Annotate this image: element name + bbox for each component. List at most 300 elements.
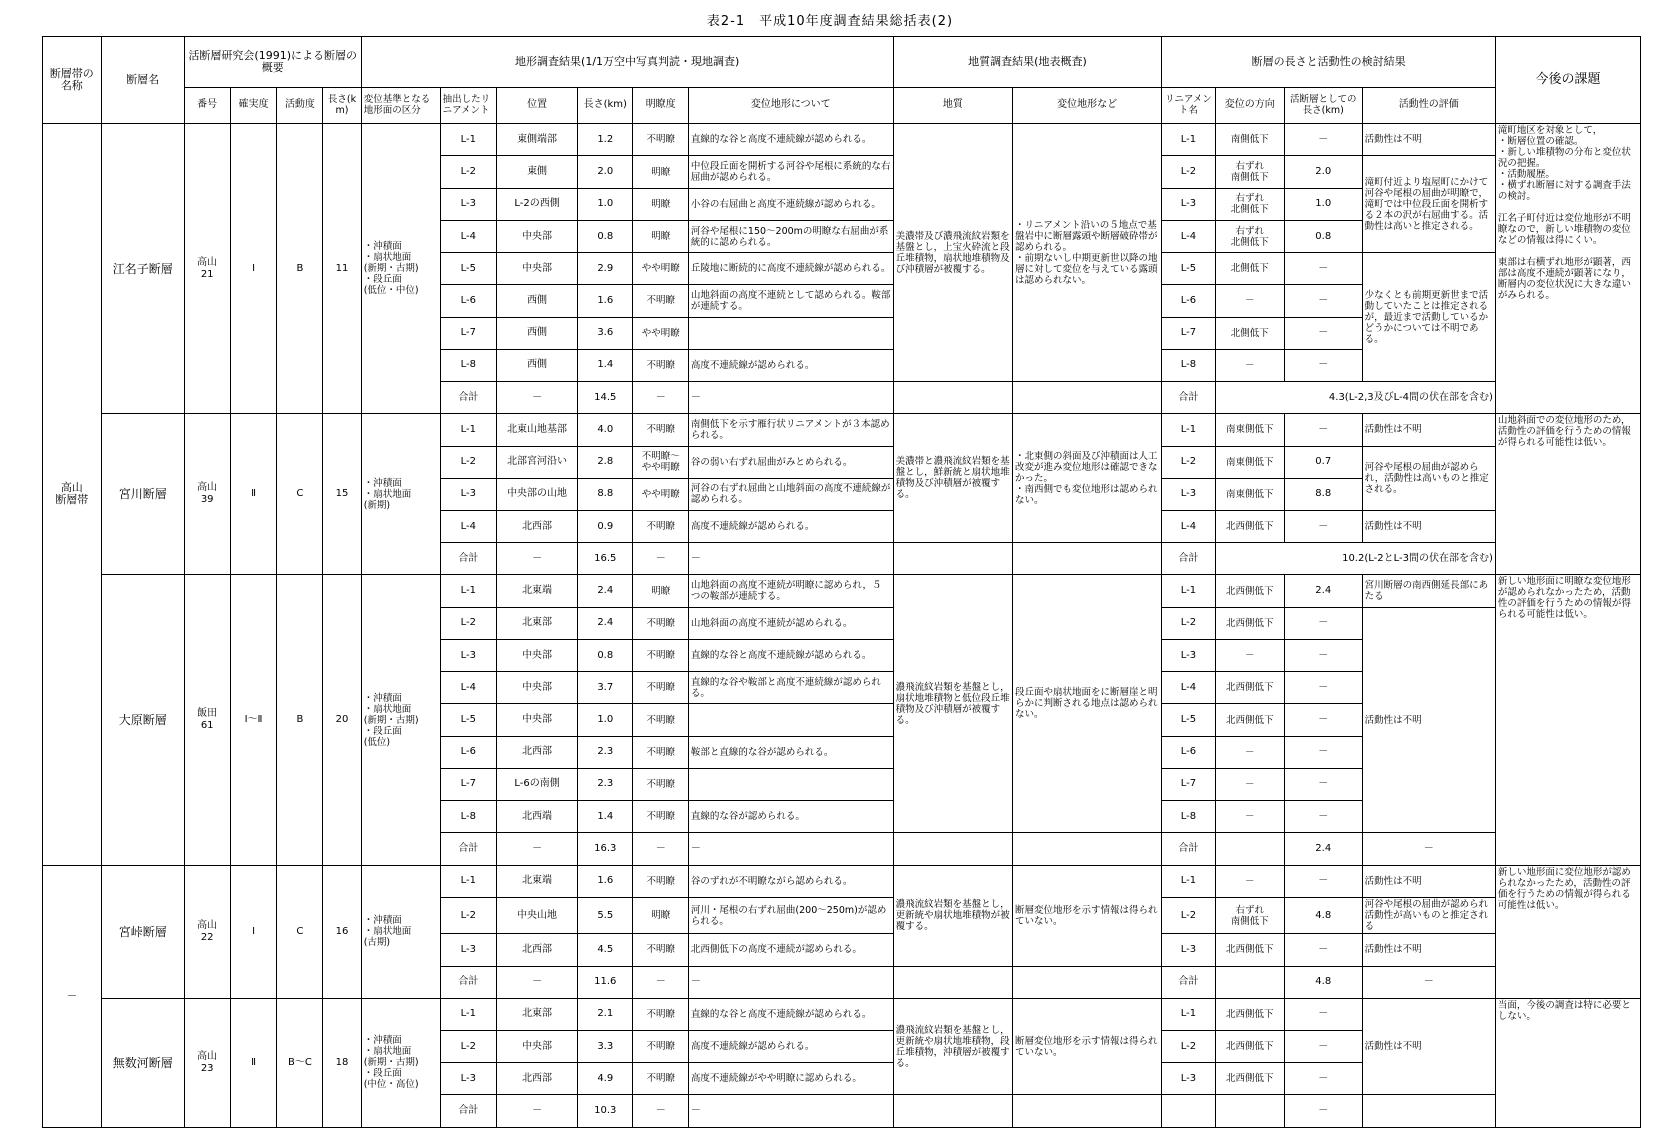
total-position: － bbox=[497, 1095, 578, 1128]
lineament-length: 2.8 bbox=[578, 446, 633, 478]
header-clarity: 明瞭度 bbox=[633, 87, 688, 124]
total-length: 11.6 bbox=[578, 966, 633, 998]
eval-fault-length: － bbox=[1284, 124, 1362, 156]
eval-lineament-name: L-5 bbox=[1162, 253, 1215, 285]
lineament-description: 直線的な谷と高度不連続線が認められる。 bbox=[688, 998, 893, 1030]
eval-fault-length: 0.8 bbox=[1284, 220, 1362, 252]
lineament-position: 北部宮河沿い bbox=[497, 446, 578, 478]
eval-fault-length: 2.4 bbox=[1284, 575, 1362, 607]
fault-certainty: Ⅱ bbox=[230, 998, 277, 1127]
eval-fault-length: 0.7 bbox=[1284, 446, 1362, 478]
eval-fault-length: － bbox=[1284, 998, 1362, 1030]
lineament-description: 河谷の右ずれ屈曲と山地斜面の高度不連続線が認められる。 bbox=[688, 478, 893, 510]
lineament-clarity: 不明瞭 bbox=[633, 704, 688, 736]
future-issues: 滝町地区を対象として， ・断層位置の確認。 ・新しい堆積物の分布と変位状況の把握。 ・活動履歴。 ・横ずれ断層に対する調査手法の検討。 江名子町付近は変位地形が不明瞭なので，新しい堆積物の変位などの情報は得にくい。 東部は右横ずれ地形が顕著，西部は高度不連続が顕著になり，断層内の変位状況に大きな違いがみられる。 bbox=[1495, 124, 1640, 414]
total-displacement-topography bbox=[1013, 382, 1162, 414]
eval-direction: － bbox=[1215, 639, 1284, 671]
eval-lineament-name: L-3 bbox=[1162, 478, 1215, 510]
total-length: 14.5 bbox=[578, 382, 633, 414]
header-length: 長さ(km) bbox=[323, 87, 361, 124]
lineament-position: 中央部 bbox=[497, 704, 578, 736]
lineament-description: 中位段丘面を開析する河谷や尾根に系統的な右屈曲が認められる。 bbox=[688, 156, 893, 188]
fault-activity: C bbox=[277, 414, 323, 575]
total-description: － bbox=[688, 833, 893, 865]
lineament-id: L-4 bbox=[440, 220, 496, 252]
lineament-length: 1.0 bbox=[578, 704, 633, 736]
activity-evaluation: 滝町付近より塩屋町にかけて河谷や尾根の屈曲が明瞭で，滝町では中位段丘面を開析する２本の沢が右屈曲する。活動性は高いと推定される。 bbox=[1362, 156, 1495, 253]
lineament-clarity: 明瞭 bbox=[633, 188, 688, 220]
lineament-clarity: 不明瞭 bbox=[633, 1063, 688, 1095]
lineament-id: L-3 bbox=[440, 639, 496, 671]
eval-lineament-name: L-1 bbox=[1162, 865, 1215, 897]
lineament-id: L-5 bbox=[440, 253, 496, 285]
fault-geology: 濃飛流紋岩類を基盤とし，更新統や扇状地堆積物が被覆する。 bbox=[893, 865, 1012, 966]
lineament-clarity: 不明瞭 bbox=[633, 511, 688, 543]
table-row bbox=[43, 575, 1641, 607]
total-geology bbox=[893, 833, 1012, 865]
total-lineament-label: 合計 bbox=[1162, 382, 1215, 414]
lineament-description: 直線的な谷や鞍部と高度不連続線が認められる。 bbox=[688, 672, 893, 704]
total-description: － bbox=[688, 543, 893, 575]
lineament-description: 直線的な谷が認められる。 bbox=[688, 801, 893, 833]
eval-lineament-name: L-1 bbox=[1162, 414, 1215, 446]
header-future: 今後の課題 bbox=[1495, 37, 1640, 124]
lineament-length: 1.4 bbox=[578, 801, 633, 833]
lineament-clarity: 明瞭 bbox=[633, 575, 688, 607]
lineament-description: 小谷の右屈曲と高度不連続線が認められる。 bbox=[688, 188, 893, 220]
eval-direction: 北西側低下 bbox=[1215, 607, 1284, 639]
lineament-length: 2.0 bbox=[578, 156, 633, 188]
fault-geology: 濃飛流紋岩類を基盤とし，更新統や扇状地堆積物，段丘堆積物，沖積層が被覆する。 bbox=[893, 998, 1012, 1095]
header-fault-len: 活断層としての長さ(km) bbox=[1284, 87, 1362, 124]
eval-fault-length: － bbox=[1284, 639, 1362, 671]
lineament-id: L-1 bbox=[440, 865, 496, 897]
lineament-description: 河川・尾根の右ずれ屈曲(200～250m)が認められる。 bbox=[688, 897, 893, 934]
fault-geology: 美濃帯と濃飛流紋岩類を基盤とし，鮮新統と扇状地堆積物及び沖積層が被覆する。 bbox=[893, 414, 1012, 543]
lineament-id: L-6 bbox=[440, 736, 496, 768]
total-lineament-label: 合計 bbox=[1162, 543, 1215, 575]
header-surface: 変位基準となる地形面の区分 bbox=[361, 87, 440, 124]
total-label: 合計 bbox=[440, 382, 496, 414]
header-zone-name: 断層帯の名称 bbox=[43, 37, 102, 124]
lineament-clarity: 不明瞭 bbox=[633, 865, 688, 897]
lineament-id: L-3 bbox=[440, 478, 496, 510]
eval-fault-length: － bbox=[1284, 349, 1362, 381]
eval-lineament-name: L-8 bbox=[1162, 349, 1215, 381]
fault-activity: C bbox=[277, 865, 323, 998]
lineament-id: L-3 bbox=[440, 188, 496, 220]
fault-displacement-topography: 断層変位地形を示す情報は得られていない。 bbox=[1013, 865, 1162, 966]
lineament-length: 4.9 bbox=[578, 1063, 633, 1095]
lineament-id: L-8 bbox=[440, 349, 496, 381]
lineament-length: 4.0 bbox=[578, 414, 633, 446]
activity-evaluation: 活動性は不明 bbox=[1362, 934, 1495, 966]
total-lineament-label: 合計 bbox=[1162, 966, 1215, 998]
lineament-position: L-6の南側 bbox=[497, 768, 578, 800]
eval-fault-length: － bbox=[1284, 607, 1362, 639]
lineament-description bbox=[688, 704, 893, 736]
fault-geology: 美濃帯及び濃飛流紋岩類を基盤とし，上宝火砕流と段丘堆積物，扇状地堆積物及び沖積層が被覆する。 bbox=[893, 124, 1012, 382]
fault-displacement-topography: 段丘面や扇状地面をに断層崖と明らかに判断される地点は認められない。 bbox=[1013, 575, 1162, 833]
total-position: － bbox=[497, 833, 578, 865]
eval-direction: 北西側低下 bbox=[1215, 672, 1284, 704]
lineament-length: 1.2 bbox=[578, 124, 633, 156]
eval-lineament-name: L-3 bbox=[1162, 188, 1215, 220]
eval-lineament-name: L-1 bbox=[1162, 575, 1215, 607]
eval-lineament-name: L-8 bbox=[1162, 801, 1215, 833]
fault-length: 11 bbox=[323, 124, 361, 414]
lineament-id: L-2 bbox=[440, 897, 496, 934]
lineament-position: 西側 bbox=[497, 285, 578, 317]
eval-fault-length: 8.8 bbox=[1284, 478, 1362, 510]
lineament-description: 谷のずれが不明瞭ながら認められる。 bbox=[688, 865, 893, 897]
total-displacement-topography bbox=[1013, 1095, 1162, 1128]
total-displacement-topography bbox=[1013, 833, 1162, 865]
lineament-id: L-2 bbox=[440, 1031, 496, 1063]
header-certainty: 確実度 bbox=[230, 87, 277, 124]
eval-lineament-name: L-1 bbox=[1162, 124, 1215, 156]
total-clarity: － bbox=[633, 833, 688, 865]
lineament-clarity: 不明瞭 bbox=[633, 639, 688, 671]
lineament-id: L-1 bbox=[440, 575, 496, 607]
lineament-description: 山地斜面の高度不連続として認められる。鞍部が連続する。 bbox=[688, 285, 893, 317]
activity-evaluation: 活動性は不明 bbox=[1362, 607, 1495, 833]
lineament-position: 西側 bbox=[497, 317, 578, 349]
activity-evaluation: 活動性は不明 bbox=[1362, 998, 1495, 1095]
lineament-length: 3.7 bbox=[578, 672, 633, 704]
header-lineament: 抽出したリニアメント bbox=[440, 87, 496, 124]
eval-fault-length: － bbox=[1284, 736, 1362, 768]
eval-fault-length: － bbox=[1284, 253, 1362, 285]
eval-direction: 南東側低下 bbox=[1215, 414, 1284, 446]
fault-name: 大原断層 bbox=[101, 575, 184, 865]
fault-certainty: Ⅱ bbox=[230, 414, 277, 575]
header-topo-disp: 変位地形について bbox=[688, 87, 893, 124]
table-title: 表2-1 平成10年度調査結果総括表(2) bbox=[706, 14, 954, 29]
activity-evaluation: 河谷や尾根の屈曲が認められ活動性が高いものと推定される bbox=[1362, 897, 1495, 934]
lineament-length: 8.8 bbox=[578, 478, 633, 510]
total-length: 10.3 bbox=[578, 1095, 633, 1128]
total-summary: 4.3(L-2,3及びL-4間の伏在部を含む) bbox=[1215, 382, 1495, 414]
lineament-clarity: 不明瞭 bbox=[633, 607, 688, 639]
header-fault-name: 断層名 bbox=[101, 37, 184, 124]
lineament-id: L-2 bbox=[440, 607, 496, 639]
fault-certainty: Ⅰ bbox=[230, 124, 277, 414]
lineament-clarity: 不明瞭 bbox=[633, 414, 688, 446]
header-geology: 地質 bbox=[893, 87, 1012, 124]
total-lineament-label bbox=[1162, 1095, 1215, 1128]
lineament-length: 2.9 bbox=[578, 253, 633, 285]
eval-direction: 北西側低下 bbox=[1215, 511, 1284, 543]
fault-surface: ・沖積面 ・扇状地面 (新期・古期) ・段丘面 (低位) bbox=[361, 575, 440, 865]
lineament-clarity: 不明瞭 bbox=[633, 801, 688, 833]
eval-lineament-name: L-2 bbox=[1162, 156, 1215, 188]
total-label: 合計 bbox=[440, 543, 496, 575]
lineament-position: 西側 bbox=[497, 349, 578, 381]
activity-evaluation: 活動性は不明 bbox=[1362, 865, 1495, 897]
fault-displacement-topography: ・北東側の斜面及び沖積面は人工改変が進み変位地形は確認できなかった。 ・南西側でも変位地形は認められない。 bbox=[1013, 414, 1162, 543]
eval-fault-length: － bbox=[1284, 414, 1362, 446]
lineament-description: 高度不連続線が認められる。 bbox=[688, 1031, 893, 1063]
lineament-length: 3.6 bbox=[578, 317, 633, 349]
lineament-length: 0.8 bbox=[578, 220, 633, 252]
lineament-clarity: 不明瞭～ やや明瞭 bbox=[633, 446, 688, 478]
eval-lineament-name: L-7 bbox=[1162, 317, 1215, 349]
total-displacement-topography bbox=[1013, 966, 1162, 998]
eval-direction: － bbox=[1215, 768, 1284, 800]
lineament-position: 北東端 bbox=[497, 575, 578, 607]
total-label: 合計 bbox=[440, 1095, 496, 1128]
lineament-length: 2.3 bbox=[578, 768, 633, 800]
eval-fault-length: － bbox=[1284, 865, 1362, 897]
eval-fault-length: － bbox=[1284, 285, 1362, 317]
lineament-id: L-3 bbox=[440, 934, 496, 966]
eval-direction: 右ずれ 南側低下 bbox=[1215, 897, 1284, 934]
lineament-description: 山地斜面の高度不連続が明瞭に認められ，５つの鞍部が連続する。 bbox=[688, 575, 893, 607]
activity-evaluation: 河谷や尾根の屈曲が認められ，活動性は高いものと推定される。 bbox=[1362, 446, 1495, 510]
lineament-position: 北西部 bbox=[497, 934, 578, 966]
zone-name: 高山 断層帯 bbox=[43, 124, 102, 865]
lineament-clarity: 不明瞭 bbox=[633, 1031, 688, 1063]
eval-fault-length: 4.8 bbox=[1284, 897, 1362, 934]
lineament-id: L-4 bbox=[440, 672, 496, 704]
lineament-description: 高度不連続線が認められる。 bbox=[688, 349, 893, 381]
activity-evaluation: 宮川断層の南西側延長部にあたる bbox=[1362, 575, 1495, 607]
eval-fault-length: － bbox=[1284, 672, 1362, 704]
eval-lineament-name: L-4 bbox=[1162, 511, 1215, 543]
lineament-clarity: 明瞭 bbox=[633, 156, 688, 188]
lineament-position: 北東山地基部 bbox=[497, 414, 578, 446]
fault-surface: ・沖積面 ・扇状地面 (新期・古期) ・段丘面 (低位・中位) bbox=[361, 124, 440, 414]
lineament-position: 北東部 bbox=[497, 607, 578, 639]
lineament-clarity: 不明瞭 bbox=[633, 349, 688, 381]
lineament-length: 1.4 bbox=[578, 349, 633, 381]
lineament-position: 中央山地 bbox=[497, 897, 578, 934]
fault-geology: 濃飛流紋岩類を基盤とし，扇状地堆積物と低位段丘堆積物及び沖積層が被覆する。 bbox=[893, 575, 1012, 833]
lineament-clarity: 不明瞭 bbox=[633, 998, 688, 1030]
eval-direction: 南東側低下 bbox=[1215, 478, 1284, 510]
fault-length: 15 bbox=[323, 414, 361, 575]
total-fault-length: － bbox=[1284, 1095, 1362, 1128]
fault-name: 宮峠断層 bbox=[101, 865, 184, 998]
lineament-length: 1.6 bbox=[578, 285, 633, 317]
header-direction: 変位の方向 bbox=[1215, 87, 1284, 124]
activity-evaluation: 活動性は不明 bbox=[1362, 414, 1495, 446]
lineament-position: 中央部 bbox=[497, 639, 578, 671]
total-geology bbox=[893, 382, 1012, 414]
fault-activity: B bbox=[277, 124, 323, 414]
total-direction bbox=[1215, 966, 1284, 998]
lineament-position: 北西部 bbox=[497, 736, 578, 768]
fault-surface: ・沖積面 ・扇状地面 (古期) bbox=[361, 865, 440, 998]
lineament-description: 直線的な谷と高度不連続線が認められる。 bbox=[688, 639, 893, 671]
lineament-clarity: 不明瞭 bbox=[633, 124, 688, 156]
eval-lineament-name: L-2 bbox=[1162, 607, 1215, 639]
lineament-length: 4.5 bbox=[578, 934, 633, 966]
lineament-length: 2.4 bbox=[578, 607, 633, 639]
lineament-id: L-6 bbox=[440, 285, 496, 317]
eval-lineament-name: L-4 bbox=[1162, 220, 1215, 252]
total-position: － bbox=[497, 543, 578, 575]
header-disp-topo: 変位地形など bbox=[1013, 87, 1162, 124]
lineament-clarity: 明瞭 bbox=[633, 220, 688, 252]
lineament-id: L-2 bbox=[440, 156, 496, 188]
lineament-length: 1.0 bbox=[578, 188, 633, 220]
eval-direction: 南東側低下 bbox=[1215, 446, 1284, 478]
zone-name: － bbox=[43, 865, 102, 1127]
lineament-position: 中央部 bbox=[497, 672, 578, 704]
lineament-description: 高度不連続線がやや明瞭に認められる。 bbox=[688, 1063, 893, 1095]
header-geo-group: 地質調査結果(地表概査) bbox=[893, 37, 1162, 88]
eval-lineament-name: L-3 bbox=[1162, 639, 1215, 671]
future-issues: 新しい地形面に明瞭な変位地形が認められなかったため，活動性の評価を行うための情報が得られる可能性は低い。 bbox=[1495, 575, 1640, 865]
fault-number: 飯田 61 bbox=[184, 575, 230, 865]
fault-surface: ・沖積面 ・扇状地面 (新期) bbox=[361, 414, 440, 575]
eval-direction: － bbox=[1215, 285, 1284, 317]
lineament-clarity: 不明瞭 bbox=[633, 934, 688, 966]
fault-number: 高山 21 bbox=[184, 124, 230, 414]
lineament-clarity: 明瞭 bbox=[633, 897, 688, 934]
lineament-length: 2.1 bbox=[578, 998, 633, 1030]
eval-lineament-name: L-2 bbox=[1162, 446, 1215, 478]
lineament-description: 直線的な谷と高度不連続線が認められる。 bbox=[688, 124, 893, 156]
eval-lineament-name: L-2 bbox=[1162, 1031, 1215, 1063]
fault-certainty: Ⅰ bbox=[230, 865, 277, 998]
future-issues: 新しい地形面に変位地形が認められなかったため，活動性の評価を行うための情報が得られる可能性は低い。 bbox=[1495, 865, 1640, 998]
fault-length: 16 bbox=[323, 865, 361, 998]
total-fault-length: 2.4 bbox=[1284, 833, 1362, 865]
eval-fault-length: － bbox=[1284, 704, 1362, 736]
lineament-clarity: 不明瞭 bbox=[633, 768, 688, 800]
total-description: － bbox=[688, 382, 893, 414]
header-len-km: 長さ(km) bbox=[578, 87, 633, 124]
eval-lineament-name: L-5 bbox=[1162, 704, 1215, 736]
lineament-description bbox=[688, 317, 893, 349]
lineament-length: 2.4 bbox=[578, 575, 633, 607]
lineament-position: L-2の西側 bbox=[497, 188, 578, 220]
lineament-position: 東側 bbox=[497, 156, 578, 188]
fault-number: 高山 39 bbox=[184, 414, 230, 575]
lineament-id: L-8 bbox=[440, 801, 496, 833]
eval-direction: 右ずれ 南側低下 bbox=[1215, 156, 1284, 188]
header-activity: 活動度 bbox=[277, 87, 323, 124]
lineament-id: L-3 bbox=[440, 1063, 496, 1095]
fault-displacement-topography: 断層変位地形を示す情報は得られていない。 bbox=[1013, 998, 1162, 1095]
eval-fault-length: 2.0 bbox=[1284, 156, 1362, 188]
header-katsudanso-group: 活断層研究会(1991)による断層の概要 bbox=[184, 37, 361, 88]
lineament-id: L-1 bbox=[440, 998, 496, 1030]
total-geology bbox=[893, 1095, 1012, 1128]
header-location: 位置 bbox=[497, 87, 578, 124]
fault-activity: B～C bbox=[277, 998, 323, 1127]
eval-direction: 北西側低下 bbox=[1215, 704, 1284, 736]
lineament-position: 中央部 bbox=[497, 253, 578, 285]
lineament-position: 北西部 bbox=[497, 511, 578, 543]
lineament-description: 南側低下を示す雁行状リニアメントが３本認められる。 bbox=[688, 414, 893, 446]
activity-evaluation: 活動性は不明 bbox=[1362, 124, 1495, 156]
total-length: 16.5 bbox=[578, 543, 633, 575]
eval-fault-length: － bbox=[1284, 1031, 1362, 1063]
eval-fault-length: － bbox=[1284, 801, 1362, 833]
total-evaluation: － bbox=[1362, 833, 1495, 865]
fault-certainty: Ⅰ～Ⅱ bbox=[230, 575, 277, 865]
lineament-length: 0.9 bbox=[578, 511, 633, 543]
header-number: 番号 bbox=[184, 87, 230, 124]
lineament-clarity: やや明瞭 bbox=[633, 253, 688, 285]
eval-fault-length: 1.0 bbox=[1284, 188, 1362, 220]
total-clarity: － bbox=[633, 966, 688, 998]
total-direction bbox=[1215, 1095, 1284, 1128]
lineament-length: 2.3 bbox=[578, 736, 633, 768]
eval-direction: 北西側低下 bbox=[1215, 575, 1284, 607]
lineament-id: L-2 bbox=[440, 446, 496, 478]
lineament-description: 北西側低下の高度不連続が認められる。 bbox=[688, 934, 893, 966]
future-issues: 山地斜面での変位地形のため，活動性の評価を行うための情報が得られる可能性は低い。 bbox=[1495, 414, 1640, 575]
eval-fault-length: － bbox=[1284, 317, 1362, 349]
table-row bbox=[43, 414, 1641, 446]
total-position: － bbox=[497, 966, 578, 998]
eval-lineament-name: L-3 bbox=[1162, 934, 1215, 966]
eval-lineament-name: L-4 bbox=[1162, 672, 1215, 704]
table-row bbox=[43, 124, 1641, 156]
eval-lineament-name: L-6 bbox=[1162, 736, 1215, 768]
lineament-description: 山地斜面の高度不連続が認められる。 bbox=[688, 607, 893, 639]
lineament-position: 北東部 bbox=[497, 998, 578, 1030]
fault-number: 高山 22 bbox=[184, 865, 230, 998]
header-eval-group: 断層の長さと活動性の検討結果 bbox=[1162, 37, 1496, 88]
total-length: 16.3 bbox=[578, 833, 633, 865]
eval-direction: 北側低下 bbox=[1215, 253, 1284, 285]
lineament-id: L-7 bbox=[440, 768, 496, 800]
lineament-position: 北西端 bbox=[497, 801, 578, 833]
total-clarity: － bbox=[633, 382, 688, 414]
table-row bbox=[43, 865, 1641, 897]
header-lin-name: リニアメント名 bbox=[1162, 87, 1215, 124]
lineament-id: L-4 bbox=[440, 511, 496, 543]
eval-direction: － bbox=[1215, 349, 1284, 381]
eval-direction: 右ずれ 北側低下 bbox=[1215, 188, 1284, 220]
eval-direction: 北側低下 bbox=[1215, 317, 1284, 349]
total-lineament-label: 合計 bbox=[1162, 833, 1215, 865]
total-clarity: － bbox=[633, 543, 688, 575]
eval-direction: 北西側低下 bbox=[1215, 1031, 1284, 1063]
lineament-length: 3.3 bbox=[578, 1031, 633, 1063]
eval-lineament-name: L-2 bbox=[1162, 897, 1215, 934]
eval-fault-length: － bbox=[1284, 1063, 1362, 1095]
lineament-clarity: 不明瞭 bbox=[633, 285, 688, 317]
lineament-position: 中央部の山地 bbox=[497, 478, 578, 510]
fault-name: 宮川断層 bbox=[101, 414, 184, 575]
fault-number: 高山 23 bbox=[184, 998, 230, 1127]
header-topo-group: 地形調査結果(1/1万空中写真判読・現地調査) bbox=[361, 37, 893, 88]
lineament-position: 北東端 bbox=[497, 865, 578, 897]
lineament-description bbox=[688, 768, 893, 800]
lineament-length: 1.6 bbox=[578, 865, 633, 897]
total-evaluation bbox=[1362, 1095, 1495, 1128]
lineament-position: 中央部 bbox=[497, 1031, 578, 1063]
total-label: 合計 bbox=[440, 966, 496, 998]
lineament-description: 河谷や尾根に150～200mの明瞭な右屈曲が系統的に認められる。 bbox=[688, 220, 893, 252]
lineament-clarity: やや明瞭 bbox=[633, 317, 688, 349]
lineament-id: L-5 bbox=[440, 704, 496, 736]
lineament-id: L-7 bbox=[440, 317, 496, 349]
lineament-clarity: やや明瞭 bbox=[633, 478, 688, 510]
fault-activity: B bbox=[277, 575, 323, 865]
total-geology bbox=[893, 966, 1012, 998]
lineament-position: 中央部 bbox=[497, 220, 578, 252]
future-issues: 当面，今後の調査は特に必要としない。 bbox=[1495, 998, 1640, 1127]
fault-length: 20 bbox=[323, 575, 361, 865]
